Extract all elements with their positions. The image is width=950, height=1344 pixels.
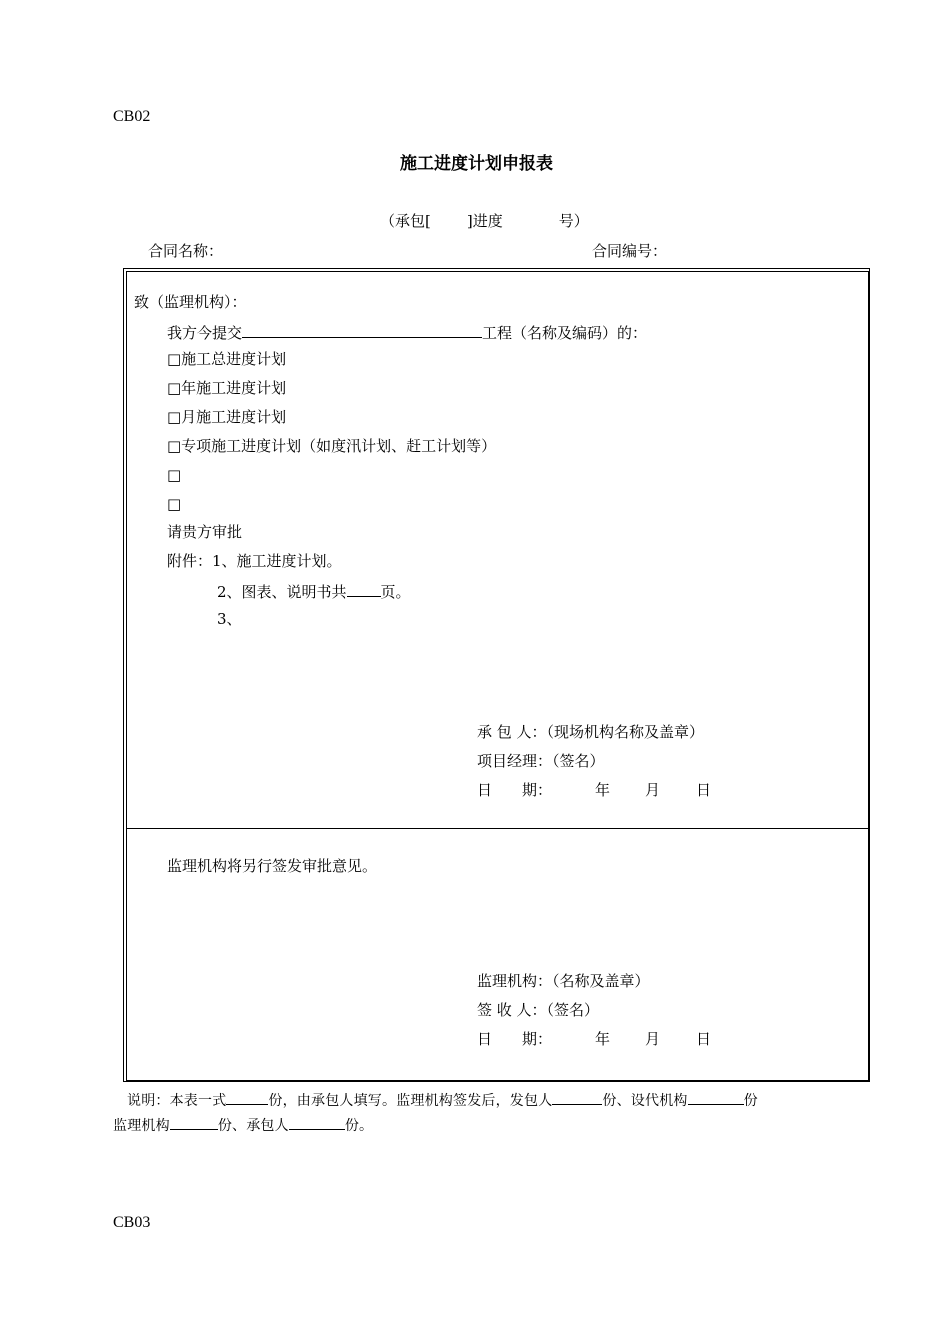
option-blank-2[interactable]: □ — [167, 495, 182, 513]
note-part-1: 说明：本表一式 — [127, 1093, 227, 1109]
project-manager-signature: 项目经理：（签名） — [477, 752, 605, 770]
option-special-plan[interactable]: □专项施工进度计划（如度汛计划、赶工计划等） — [167, 437, 497, 455]
note-copies-blank[interactable] — [226, 1089, 268, 1105]
attachment-2 — [217, 581, 411, 601]
submission-line — [167, 322, 647, 342]
supervisor-org-signature: 监理机构：（名称及盖章） — [477, 972, 650, 990]
form-number-prefix: （承包[ — [380, 212, 431, 230]
attachment-2-prefix: 2、图表、说明书共 — [217, 583, 347, 601]
supervisor-statement: 监理机构将另行签发审批意见。 — [167, 857, 378, 875]
contractor-signature: 承 包 人：（现场机构名称及盖章） — [477, 723, 705, 741]
note-part-7: 份。 — [344, 1118, 374, 1134]
option-overall-plan[interactable]: □施工总进度计划 — [167, 350, 287, 368]
form-code-cb02: CB02 — [113, 108, 151, 125]
note-part-6: 份、承包人 — [217, 1118, 289, 1134]
supervisor-date-label: 日 期： — [477, 1030, 553, 1048]
attachment-1: 附件：1、施工进度计划。 — [167, 552, 342, 570]
approval-request: 请贵方审批 — [167, 523, 243, 541]
addressee: 致（监理机构）： — [134, 293, 247, 311]
note-owner-blank[interactable] — [552, 1089, 602, 1105]
contractor-date-label: 日 期： — [477, 781, 553, 799]
note-part-3: 份、设代机构 — [602, 1093, 688, 1109]
supervisor-date-day: 日 — [696, 1030, 712, 1048]
form-code-cb03: CB03 — [113, 1214, 151, 1231]
option-monthly-plan[interactable]: □月施工进度计划 — [167, 408, 287, 426]
page-title: 施工进度计划申报表 — [400, 154, 553, 174]
contractor-date-month: 月 — [645, 781, 661, 799]
page-count-blank[interactable] — [347, 581, 381, 597]
contract-name-label: 合同名称： — [148, 242, 224, 260]
note-part-2: 份，由承包人填写。监理机构签发后，发包人 — [268, 1093, 553, 1109]
supervisor-date-year: 年 — [595, 1030, 611, 1048]
form-number-suffix: 号） — [558, 212, 589, 230]
form-number-middle: ]进度 — [466, 212, 503, 230]
contractor-date-year: 年 — [595, 781, 611, 799]
submission-prefix: 我方今提交 — [167, 324, 243, 342]
project-name-blank[interactable] — [242, 322, 482, 338]
attachment-2-suffix: 页。 — [380, 583, 411, 601]
contract-number-label: 合同编号： — [592, 242, 668, 260]
section-divider — [126, 828, 869, 829]
supervisor-date-month: 月 — [645, 1030, 661, 1048]
contractor-date-day: 日 — [696, 781, 712, 799]
submission-suffix: 工程（名称及编码）的： — [482, 324, 648, 342]
receiver-signature: 签 收 人：（签名） — [477, 1001, 600, 1019]
form-number-line — [380, 212, 589, 230]
note-line-2 — [113, 1114, 373, 1135]
note-part-4: 份 — [743, 1093, 758, 1109]
option-blank-1[interactable]: □ — [167, 466, 182, 484]
note-design-blank[interactable] — [688, 1089, 744, 1105]
note-part-5: 监理机构 — [113, 1118, 170, 1134]
note-contractor-blank[interactable] — [289, 1114, 345, 1130]
attachment-3: 3、 — [217, 610, 242, 628]
note-line-1 — [127, 1089, 758, 1110]
option-annual-plan[interactable]: □年施工进度计划 — [167, 379, 287, 397]
note-supervisor-blank[interactable] — [170, 1114, 218, 1130]
